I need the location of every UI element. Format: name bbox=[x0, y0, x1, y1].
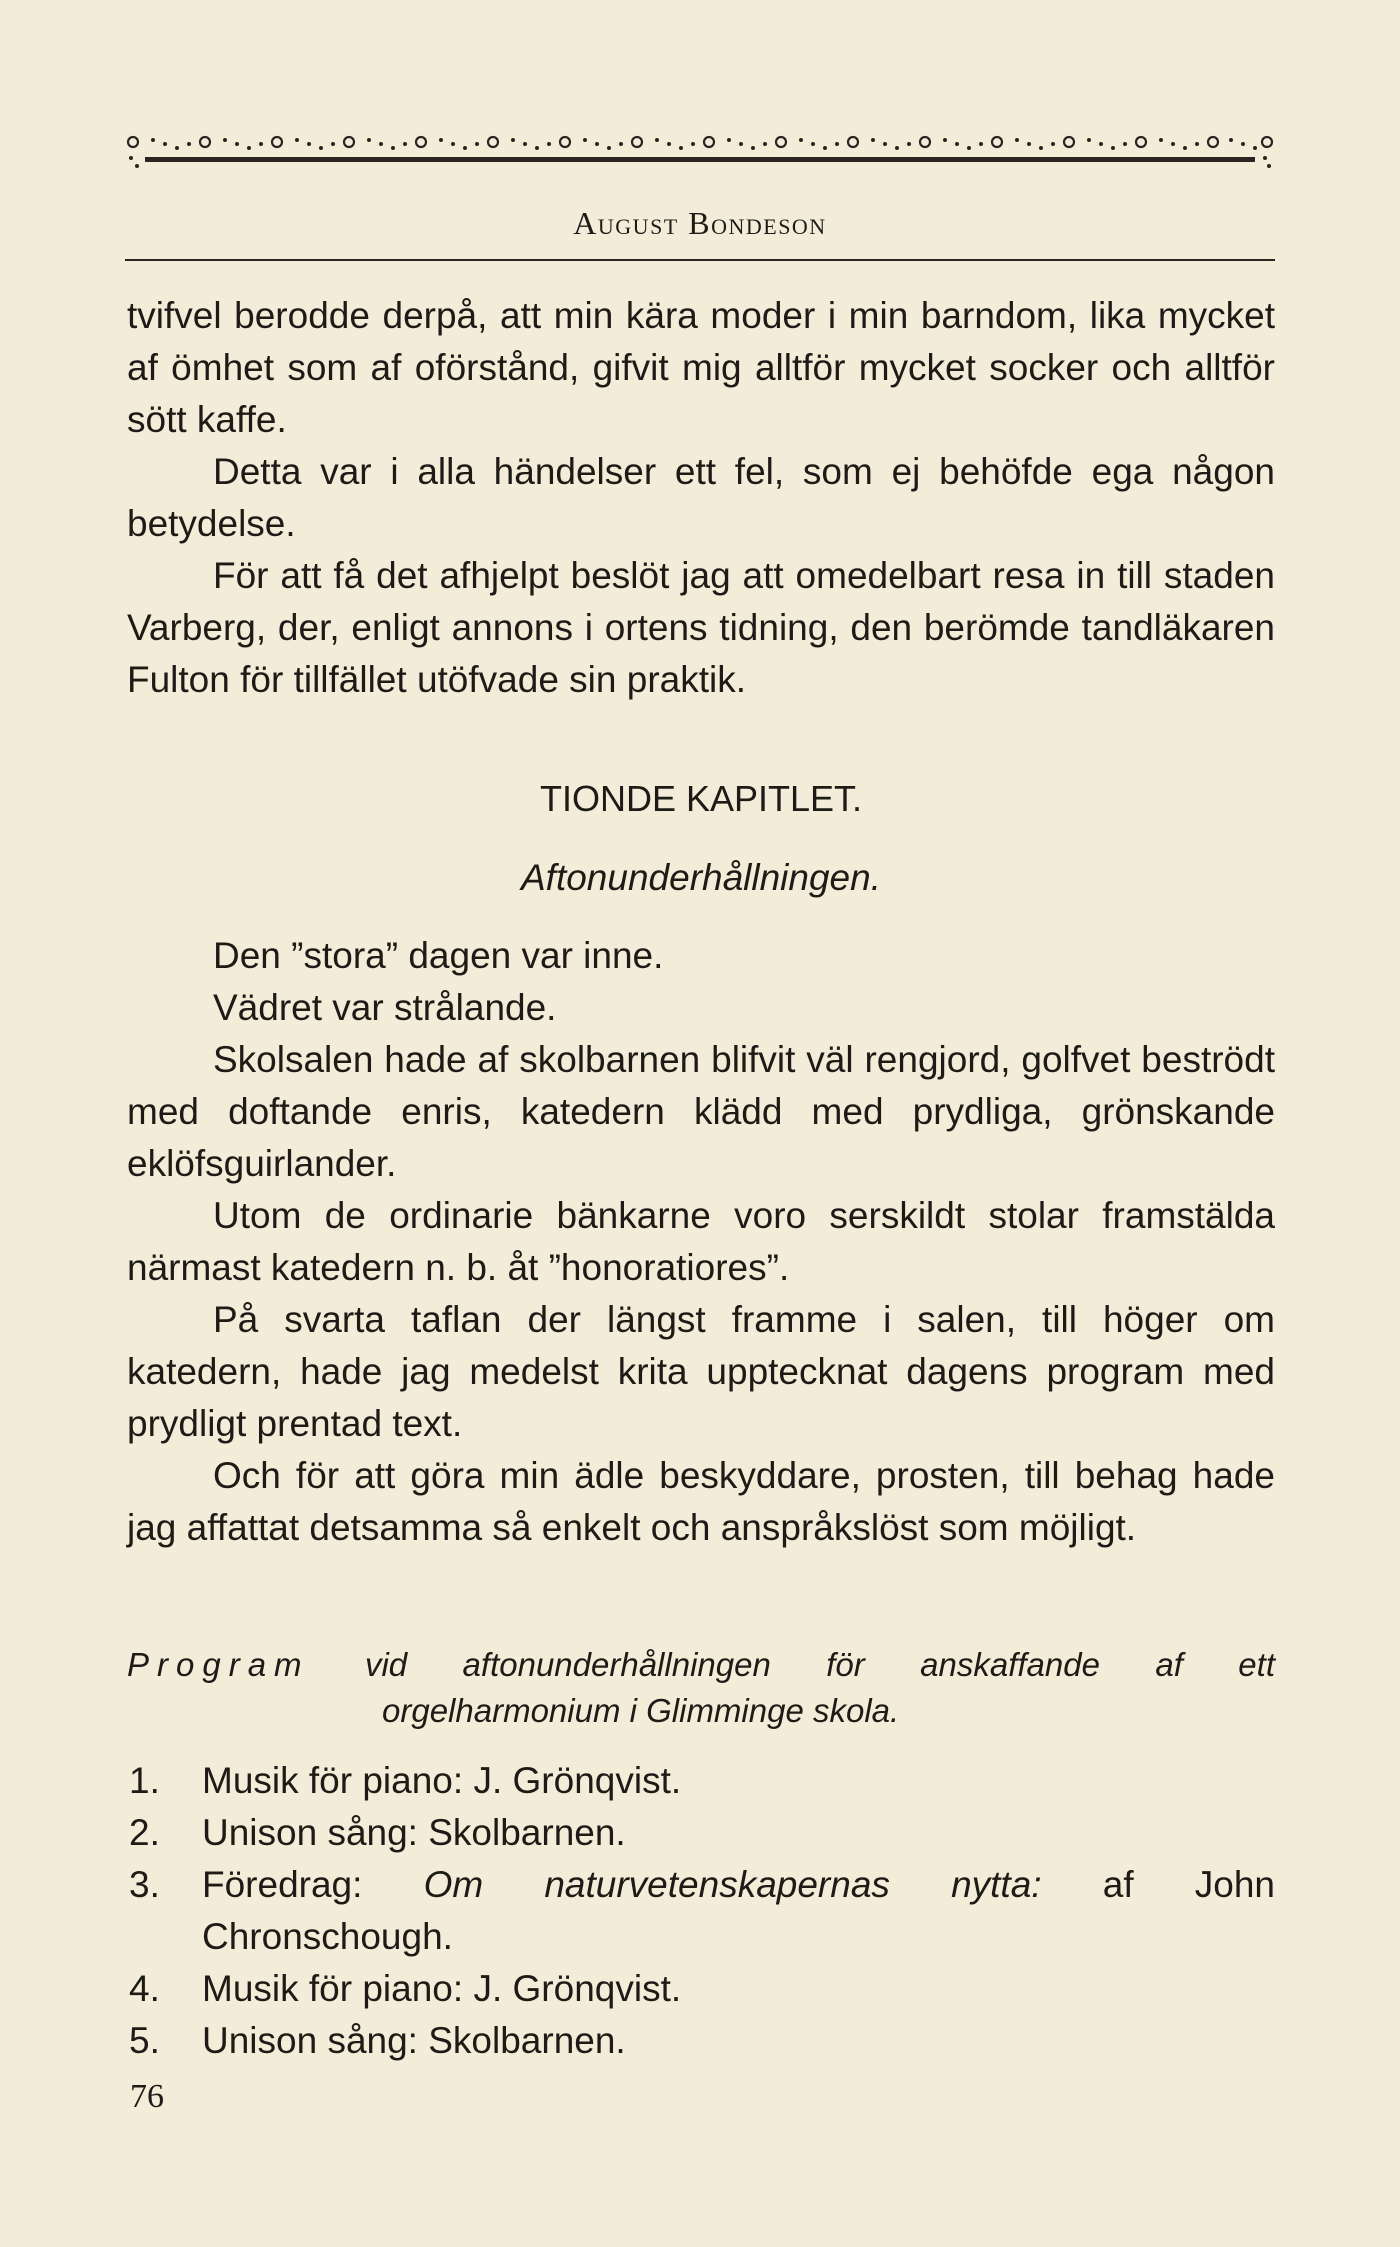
list-item bbox=[127, 1859, 1275, 1963]
item-number: 5. bbox=[129, 2020, 160, 2061]
program-title-word: för bbox=[826, 1646, 865, 1683]
item-number: 4. bbox=[129, 1968, 160, 2009]
program-title-word: aftonunderhållningen bbox=[462, 1646, 771, 1683]
list-item bbox=[127, 1755, 1275, 1807]
item-number: 2. bbox=[129, 1812, 160, 1853]
item-label: Föredrag: bbox=[202, 1864, 363, 1905]
item-text: af John Chronschough. bbox=[202, 1864, 1275, 1957]
list-item bbox=[127, 2015, 1275, 2067]
item-label: Musik för piano: bbox=[202, 1968, 464, 2009]
list-item bbox=[127, 1807, 1275, 1859]
item-italic: Om naturvetenskapernas nytta: bbox=[362, 1864, 1042, 1905]
chapter-subtitle: Aftonunderhållningen. bbox=[520, 857, 881, 898]
paragraph-2: Detta var i alla händelser ett fel, som ej behöfde ega någon betydelse. bbox=[127, 451, 1275, 544]
chapter-heading: TIONDE KAPITLET. bbox=[539, 778, 863, 819]
paragraph-8: På svarta taflan der längst framme i salen, till höger om katedern, hade jag medelst krita upptecknat dagens program med prydligt prentad text. bbox=[127, 1299, 1275, 1444]
list-item bbox=[127, 1963, 1275, 2015]
running-head: August Bondeson bbox=[573, 205, 827, 241]
program-title-line-2: orgelharmonium i Glimminge skola. bbox=[382, 1692, 900, 1729]
program-list bbox=[127, 1755, 1275, 2067]
item-text: Skolbarnen. bbox=[417, 1812, 626, 1853]
paragraph-1: tvifvel berodde derpå, att min kära moder i min barndom, lika mycket af ömhet som af oförstånd, gifvit mig alltför mycket socker och alltför sött kaffe. bbox=[127, 295, 1275, 440]
header-rule bbox=[125, 259, 1275, 261]
paragraph-5: Vädret var strålande. bbox=[213, 987, 557, 1028]
item-number: 3. bbox=[129, 1864, 160, 1905]
program-title-word: Program bbox=[127, 1646, 310, 1683]
item-label: Unison sång: bbox=[202, 1812, 418, 1853]
page-number: 76 bbox=[130, 2078, 164, 2115]
program-title-word: anskaffande bbox=[920, 1646, 1100, 1683]
item-text: J. Grönqvist. bbox=[463, 1968, 682, 2009]
program-title-word: vid bbox=[364, 1646, 408, 1683]
item-text: J. Grönqvist. bbox=[463, 1760, 682, 1801]
paragraph-3: För att få det afhjelpt beslöt jag att omedelbart resa in till staden Varberg, der, enligt annons i ortens tidning, den berömde tandläkaren Fulton för tillfället utöfvade sin praktik. bbox=[127, 555, 1275, 700]
program-title-word: af bbox=[1155, 1646, 1183, 1683]
item-number: 1. bbox=[129, 1760, 160, 1801]
item-label: Unison sång: bbox=[202, 2020, 418, 2061]
program-title bbox=[127, 1642, 1275, 1734]
program-title-word: ett bbox=[1238, 1646, 1275, 1683]
item-text: Skolbarnen. bbox=[417, 2020, 626, 2061]
paragraph-9: Och för att göra min ädle beskyddare, prosten, till behag hade jag affattat detsamma så enkelt och anspråkslöst som möjligt. bbox=[127, 1455, 1275, 1548]
paragraph-4: Den ”stora” dagen var inne. bbox=[213, 935, 664, 976]
paragraph-7: Utom de ordinarie bänkarne voro serskildt stolar framstälda närmast katedern n. b. åt ”honoratiores”. bbox=[127, 1195, 1275, 1288]
decorative-border-ornament bbox=[125, 128, 1275, 188]
paragraph-6: Skolsalen hade af skolbarnen blifvit väl rengjord, golfvet beströdt med doftande enris, katedern klädd med prydliga, grönskande eklöfsguirlander. bbox=[127, 1039, 1275, 1184]
item-label: Musik för piano: bbox=[202, 1760, 464, 1801]
